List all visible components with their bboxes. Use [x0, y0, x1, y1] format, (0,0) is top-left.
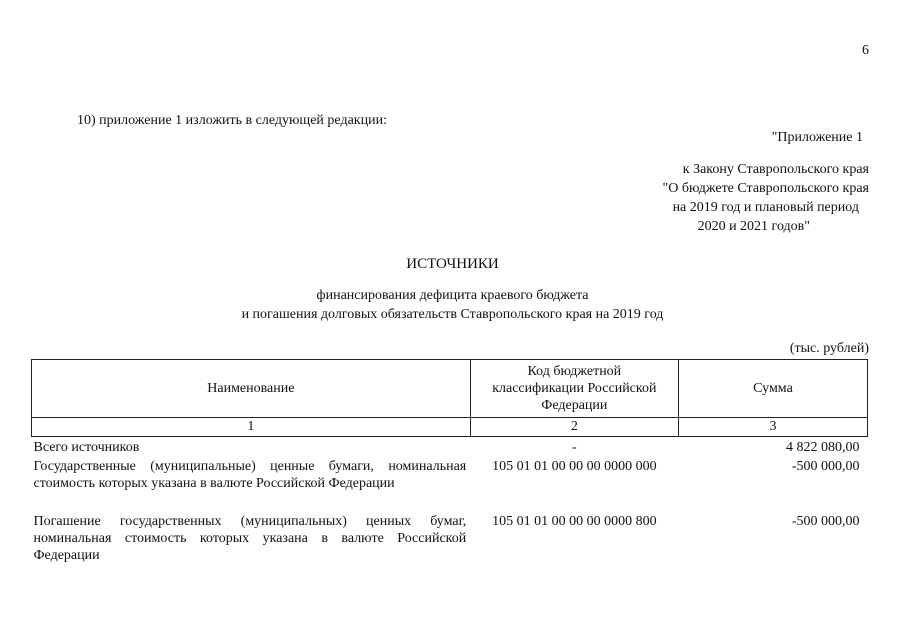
table-row: [32, 458, 868, 513]
header-sum: Сумма: [678, 360, 867, 418]
column-number-row: [32, 418, 868, 437]
header-code-line: классификации Российской: [492, 381, 657, 396]
subtitle-line: и погашения долговых обязательств Ставропольского края на 2019 год: [241, 307, 664, 322]
appendix-line: на 2019 год и плановый период: [672, 200, 859, 215]
appendix-line: "О бюджете Ставропольского края: [662, 181, 869, 196]
document-title: ИСТОЧНИКИ: [406, 256, 499, 272]
table-row: [32, 513, 868, 568]
row-sum: -500 000,00: [791, 459, 860, 474]
appendix-law-reference: [663, 160, 869, 236]
header-code: [470, 360, 678, 418]
subtitle-line: финансирования дефицита краевого бюджета: [316, 288, 589, 303]
row-sum: -500 000,00: [791, 514, 860, 529]
row-sum: 4 822 080,00: [786, 440, 860, 455]
page-number: 6: [862, 43, 869, 58]
row-name: Всего источников: [33, 440, 140, 455]
appendix-line: к Закону Ставропольского края: [682, 162, 869, 177]
appendix-title: "Приложение 1: [771, 130, 863, 145]
table-row: [32, 437, 868, 459]
intro-text: 10) приложение 1 изложить в следующей редакции:: [77, 113, 387, 128]
header-name: Наименование: [32, 360, 471, 418]
header-code-line: Федерации: [541, 398, 608, 413]
row-code: 105 01 01 00 00 00 0000 800: [492, 514, 657, 529]
units-label: (тыс. рублей): [789, 341, 869, 356]
row-code: -: [572, 440, 577, 455]
row-name: Государственные (муниципальные) ценные бумаги, номинальная стоимость которых указана в валюте Российской Федерации: [33, 459, 467, 491]
row-code: 105 01 01 00 00 00 0000 000: [492, 459, 657, 474]
column-number: 1: [32, 418, 471, 437]
column-number: 3: [678, 418, 867, 437]
table-header-row: [32, 360, 868, 418]
sources-table: [31, 359, 868, 568]
header-code-line: Код бюджетной: [527, 364, 622, 379]
row-name: Погашение государственных (муниципальных) ценных бумаг, номинальная стоимость которых указана в валюте Российской Федерации: [33, 514, 467, 563]
document-subtitle: [0, 286, 905, 324]
column-number: 2: [470, 418, 678, 437]
appendix-line: 2020 и 2021 годов": [697, 219, 810, 234]
